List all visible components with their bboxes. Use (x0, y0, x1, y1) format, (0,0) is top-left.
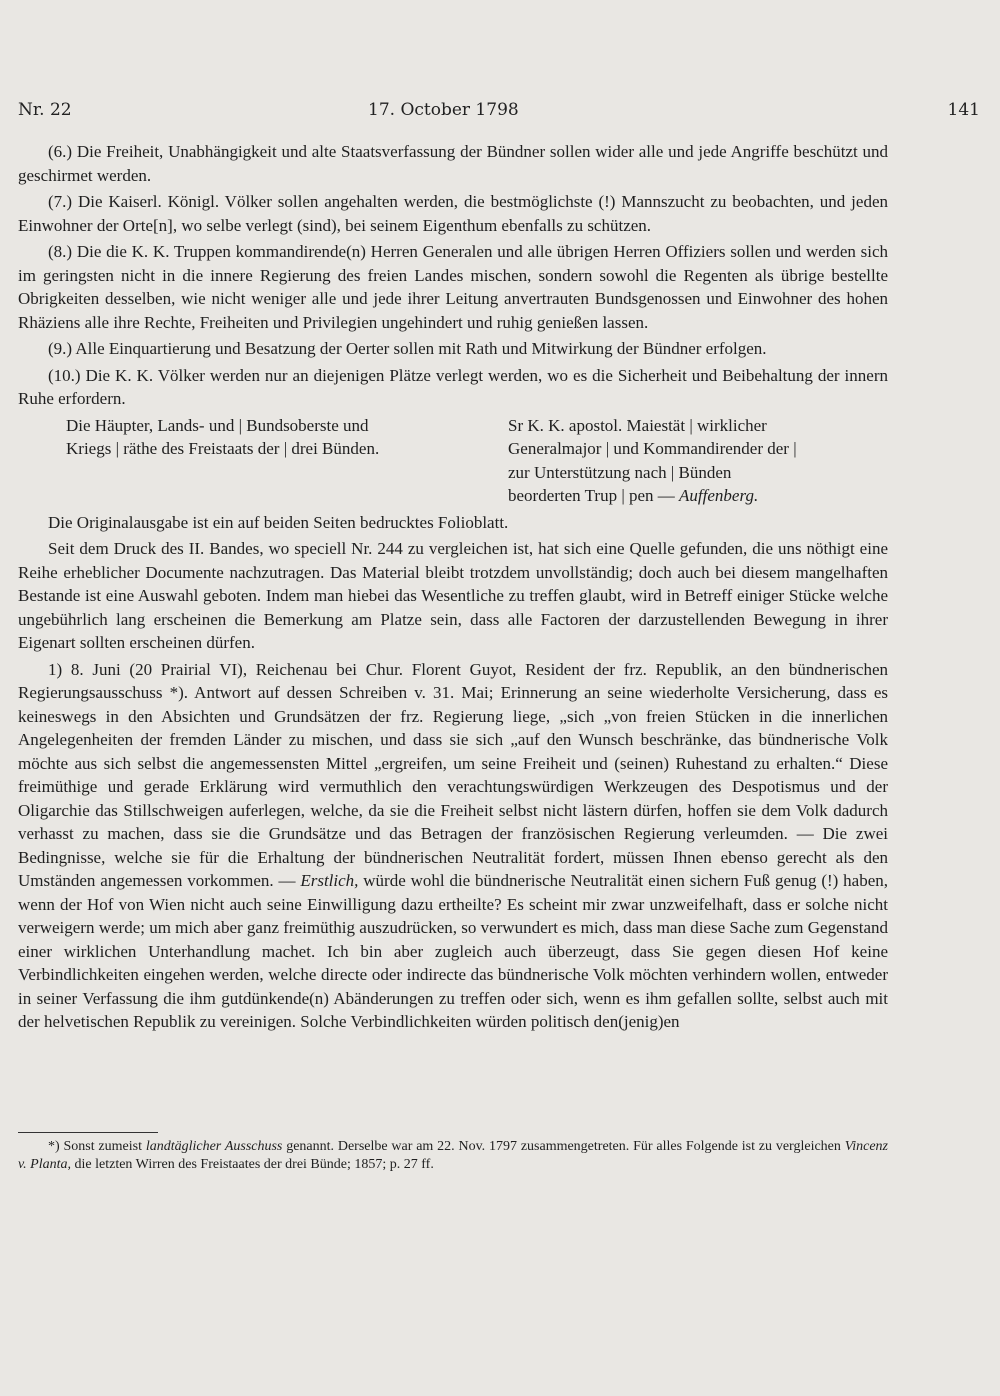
article-8: (8.) Die die K. K. Truppen kommandirende(n) Herren Generalen und alle übrigen Herren Offiziers sollen und werden sich im geringsten nicht in die innere Regierung des freien Landes mischen, sondern sowohl die Regenten als übrige bestellte Obrigkeiten desselben, wie nicht weniger alle und jede ihrer Leitung anvertrauten Bundsgenossen und Einwohner des hohen Rhäziens alle ihre Rechte, Freiheiten und Privilegien ungehindert und ruhig genießen lassen. (18, 242, 888, 332)
signature-right (508, 414, 888, 508)
footnote-mid: genannt. Derselbe war am 22. Nov. 1797 zusammengetreten. Für alles Folgende ist zu vergleichen (286, 1139, 841, 1154)
footnote-italic-2: Vincenz v. Planta, (18, 1139, 888, 1172)
entry-1-part1: 1) 8. Juni (20 Prairial VI), Reichenau bei Chur. Florent Guyot, Resident der frz. Republik, an den bündnerischen Regierungsausschuss *). Antwort auf dessen Schreiben v. 31. Mai; Erinnerung an seine wiederholte Versicherung, dass es keineswegs in den Absichten und Grundsätzen der frz. Regierung liege, „sich „von freien Stücken in die innerlichen Angelegenheiten der fremden Länder zu mischen, und dass sie sich „auf den Wunsch beschränke, das bündnerische Volk möchte aus sich selbst die angemessensten Mittel „ergreifen, um seine Freiheit und (seinen) Ruhestand zu erhalten.“ Diese freimüthige und gerade Erklärung wird vermuthlich den verachtungswürdigen Werkzeugen des Despotismus und der Oligarchie das Stillschweigen auferlegen, welche, da sie die Freiheit selbst nicht lästern dürfen, hoffen sie dem Volk dadurch verhasst zu machen, dass sie die Grundsätze und das Betragen der französischen Regierung verleumden. — Die zwei Bedingnisse, welche sie für die Erhaltung der bündnerischen Neutralität fordert, müssen Ihnen ebenso gerecht als den Umständen angemessen vorkommen. — (18, 659, 888, 890)
footnote-italic-1: landtäglicher Ausschuss (145, 1139, 283, 1154)
note-since-volume: Seit dem Druck des II. Bandes, wo speciell Nr. 244 zu vergleichen ist, hat sich eine Quelle gefunden, die uns nöthigt eine Reihe erheblicher Documente nachzutragen. Das Material bleibt trotzdem unvollständig; doch auch bei diesem mangelhaften Bestande ist eine Auswahl geboten. Indem man hiebei das Wesentliche zu treffen glaubt, wird in Betreff einiger Stücke welche ungebührlich lang erscheinen die Bemerkung am Platze sein, dass alle Factoren der darzustellenden Bewegung in ihrer Eigenart sollten erscheinen dürfen. (18, 539, 888, 652)
entry-1-part2: würde wohl die bündnerische Neutralität einen sichern Fuß genug (!) haben, wenn der Hof von Wien nicht auch seine Einwilligung dazu ertheilte? Es scheint mir zwar unzweifelhaft, dass er solche nicht verweigern werde; um mich aber ganz freimüthig auszudrücken, so verwundert es mich, dass man diese Sache zum Gegenstand einer wirklichen Unterhandlung machet. Ich bin aber zugleich auch überzeugt, dass Sie gegen diesen Hof keine Verbindlichkeiten eingehen werden, welche directe oder indirecte das bündnerische Volk möchten verhindern wollen, entweder in seiner Verfassung die ihm gutdünkende(n) Abänderungen zu treffen oder sich, wenn es ihm gefallen sollte, selbst auch mit der helvetischen Republik zu vereinigen. Solche Verbindlichkeiten würden politisch den(jenig)en (18, 871, 889, 1031)
footnote-end: die letzten Wirren des Freistaates der drei Bünde; 1857; p. 27 ff. (74, 1157, 434, 1172)
signature-name: Auffenberg. (679, 486, 759, 505)
article-9: (9.) Alle Einquartierung und Besatzung der Oerter sollen mit Rath und Mitwirkung der Bündner erfolgen. (48, 339, 767, 358)
footnote-mark: *) Sonst zumeist (48, 1139, 142, 1154)
header-date: 17. October 1798 (368, 100, 519, 120)
page-number: 141 (947, 100, 980, 120)
page-header (18, 100, 980, 128)
footnote-divider (18, 1132, 158, 1133)
article-6: (6.) Die Freiheit, Unabhängigkeit und alte Staatsverfassung der Bündner sollen wider alle und jede Angriffe beschützt und geschirmet werden. (18, 142, 888, 185)
document-number: Nr. 22 (18, 100, 72, 120)
entry-1 (18, 658, 888, 1034)
signature-right-text: Sr K. K. apostol. Maiestät | wirklicher Generalmajor | und Kommandirender der | zur Unterstützung nach | Bünden beorderten Trup | pen — (508, 415, 797, 505)
entry-1-italic: Erstlich, (300, 871, 359, 890)
main-text (18, 140, 888, 1037)
signature-block (18, 414, 888, 508)
note-original-edition: Die Originalausgabe ist ein auf beiden Seiten bedrucktes Folioblatt. (48, 512, 509, 532)
article-7: (7.) Die Kaiserl. Königl. Völker sollen angehalten werden, die bestmöglichste (!) Mannszucht zu beobachten, und jeden Einwohner der Orte[n], wo selbe verlegt (sind), bei seinem Eigenthum ebenfalls zu schützen. (18, 192, 888, 235)
article-10: (10.) Die K. K. Völker werden nur an diejenigen Plätze verlegt werden, wo es die Sicherheit und Beibehaltung der innern Ruhe erfordern. (18, 365, 888, 408)
signature-left: Die Häupter, Lands- und | Bundsoberste und Kriegs | räthe des Freistaats der | drei Bünden. (66, 415, 380, 458)
footnote (18, 1138, 888, 1174)
